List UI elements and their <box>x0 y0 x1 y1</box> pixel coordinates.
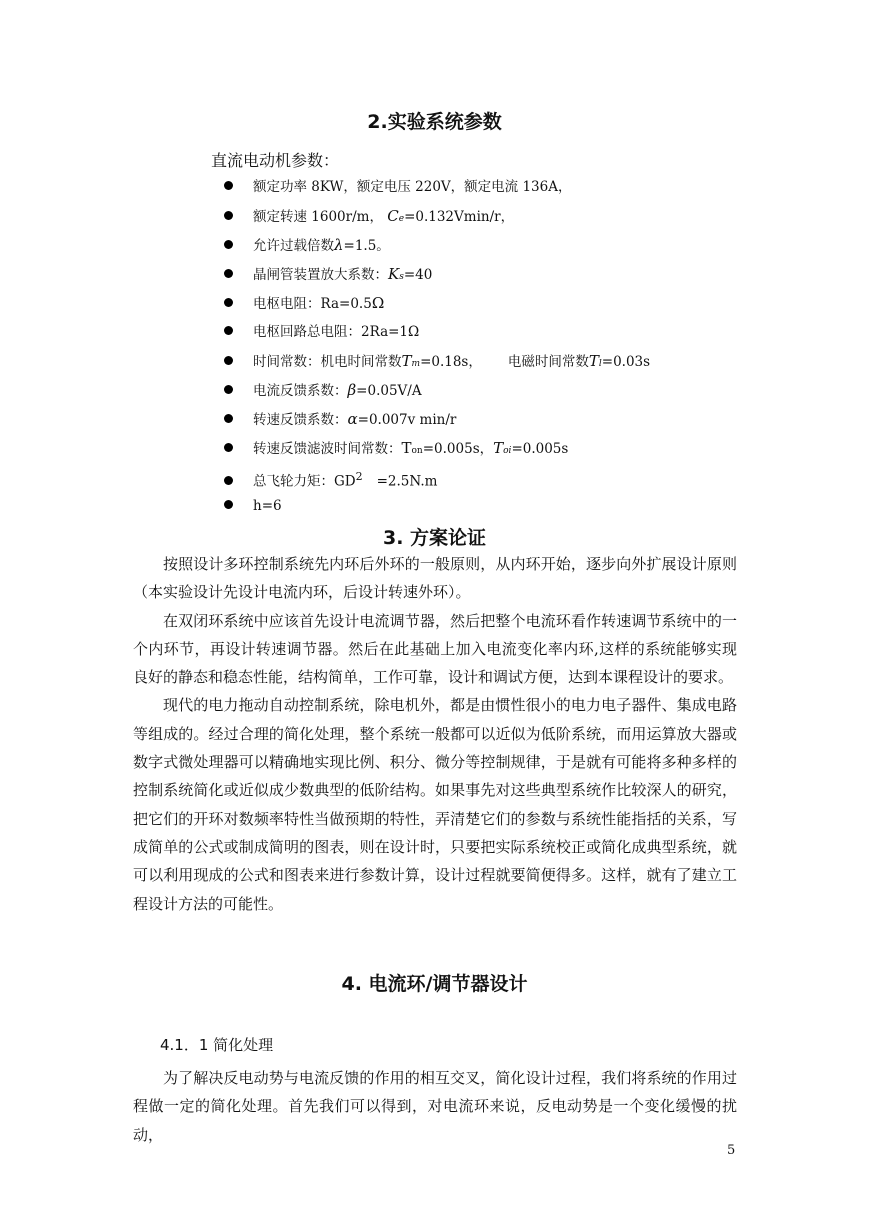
bullet-icon <box>224 326 233 335</box>
section-4-title: 4. 电流环/调节器设计 <box>341 973 528 995</box>
bullet-icon <box>224 443 233 452</box>
paragraph: 在双闭环系统中应该首先设计电流调节器，然后把整个电流环看作转速调节系统中的一个内环节，再设计转速调节器。然后在此基础上加入电流变化率内环,这样的系统能够实现良好的静态和稳态性能，结构简单，工作可靠，设计和调试方便，达到本课程设计的要求。 <box>133 611 737 687</box>
paragraph: 为了解决反电动势与电流反馈的作用的相互交叉，简化设计过程，我们将系统的作用过程做一定的简化处理。首先我们可以得到，对电流环来说，反电动势是一个变化缓慢的扰动， <box>133 1069 737 1144</box>
bullet-icon <box>224 476 233 485</box>
list-item: 转速反馈系数：α=0.007v min/r <box>224 409 456 429</box>
bullet-icon <box>224 181 233 190</box>
list-item: 允许过载倍数λ=1.5。 <box>224 235 390 255</box>
bullet-icon <box>224 356 233 365</box>
bullet-icon <box>224 240 233 249</box>
motor-params-intro: 直流电动机参数： <box>211 151 340 170</box>
bullet-icon <box>224 298 233 307</box>
list-item: 时间常数：机电时间常数Tm=0.18s， 电磁时间常数Tl=0.03s <box>224 351 650 371</box>
list-item: h=6 <box>224 496 282 516</box>
list-item: 转速反馈滤波时间常数：Ton=0.005s，Toi=0.005s <box>224 438 568 458</box>
bullet-icon <box>224 385 233 394</box>
paragraph: 按照设计多环控制系统先内环后外环的一般原则，从内环开始，逐步向外扩展设计原则（本实验设计先设计电流内环，后设计转速外环）。 <box>133 555 737 602</box>
bullet-icon <box>224 414 233 423</box>
subsection-title: 4.1．1 简化处理 <box>160 1036 274 1054</box>
list-item: 额定功率 8KW，额定电压 220V，额定电流 136A， <box>224 177 571 197</box>
section-3-title: 3. 方案论证 <box>382 527 487 549</box>
paragraph: 现代的电力拖动自动控制系统，除电机外，都是由惯性很小的电力电子器件、集成电路等组成的。经过合理的简化处理，整个系统一般都可以近似为低阶系统，而用运算放大器或数字式微处理器可以精确地实现比例、积分、微分等控制规律，于是就有可能将多种多样的控制系统简化或近似成少数典型的低阶结构。如果事先对这些典型系统作比较深人的研究，把它们的开环对数频率特性当做预期的特性，弄清楚它们的参数与系统性能指括的关系，写成简单的公式或制成简明的图表，则在设计时，只要把实际系统校正或简化成典型系统，就可以利用现成的公式和图表来进行参数计算，设计过程就要简便得多。这样，就有了建立工程设计方法的可能性。 <box>133 696 737 913</box>
list-item: 总飞轮力矩：$GD^2 =2.5N.m$ <box>224 467 437 487</box>
list-item: 电枢回路总电阻：2Ra=1Ω <box>224 322 419 342</box>
list-item: 电流反馈系数：β=0.05V/A <box>224 380 422 400</box>
section-4-body <box>133 1064 737 1149</box>
list-item: 电枢电阻：Ra=0.5Ω <box>224 293 384 313</box>
section-2-title: 2.实验系统参数 <box>367 111 502 133</box>
bullet-icon <box>224 500 233 509</box>
bullet-icon <box>224 211 233 220</box>
list-item: 晶闸管装置放大系数：Ks=40 <box>224 264 432 284</box>
section-3-body <box>133 550 737 918</box>
page-number: 5 <box>727 1143 736 1158</box>
bullet-icon <box>224 269 233 278</box>
list-item: 额定转速 1600r/m， Ce=0.132Vmin/r， <box>224 206 514 226</box>
